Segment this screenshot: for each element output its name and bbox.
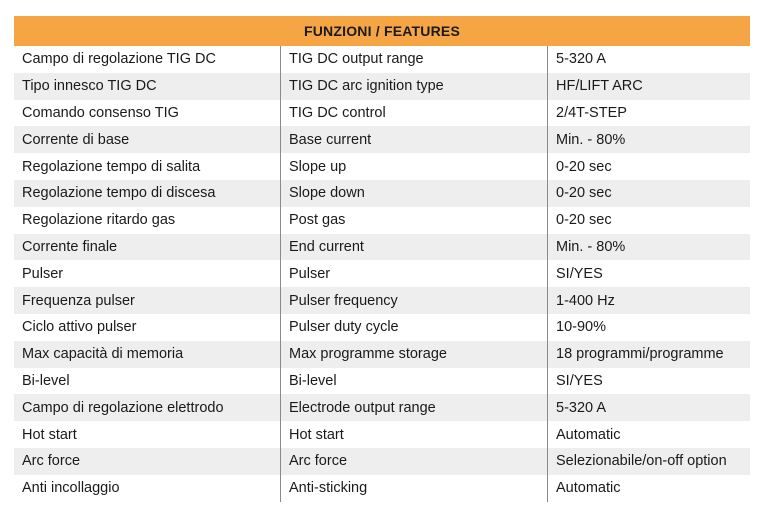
- table-row: [14, 475, 750, 502]
- italian-label-cell: Regolazione tempo di salita: [14, 153, 281, 180]
- table-row: [14, 260, 750, 287]
- features-table-body: [14, 46, 750, 502]
- value-cell: 0-20 sec: [548, 180, 751, 207]
- english-label-cell: Arc force: [281, 448, 548, 475]
- value-cell: Automatic: [548, 475, 751, 502]
- english-label-cell: Anti-sticking: [281, 475, 548, 502]
- value-cell: 18 programmi/programme: [548, 341, 751, 368]
- english-label-cell: Slope down: [281, 180, 548, 207]
- value-cell: 5-320 A: [548, 46, 751, 73]
- italian-label-cell: Max capacità di memoria: [14, 341, 281, 368]
- value-cell: Min. - 80%: [548, 126, 751, 153]
- table-row: [14, 314, 750, 341]
- italian-label-cell: Frequenza pulser: [14, 287, 281, 314]
- table-row: [14, 126, 750, 153]
- table-header-title: FUNZIONI / FEATURES: [14, 16, 750, 46]
- value-cell: 2/4T-STEP: [548, 100, 751, 127]
- english-label-cell: Post gas: [281, 207, 548, 234]
- table-row: [14, 287, 750, 314]
- italian-label-cell: Anti incollaggio: [14, 475, 281, 502]
- value-cell: 0-20 sec: [548, 153, 751, 180]
- table-row: [14, 207, 750, 234]
- table-row: [14, 100, 750, 127]
- value-cell: HF/LIFT ARC: [548, 73, 751, 100]
- features-table-container: [14, 16, 750, 502]
- italian-label-cell: Corrente finale: [14, 234, 281, 261]
- italian-label-cell: Ciclo attivo pulser: [14, 314, 281, 341]
- italian-label-cell: Comando consenso TIG: [14, 100, 281, 127]
- english-label-cell: Hot start: [281, 421, 548, 448]
- table-row: [14, 153, 750, 180]
- italian-label-cell: Arc force: [14, 448, 281, 475]
- italian-label-cell: Campo di regolazione elettrodo: [14, 394, 281, 421]
- english-label-cell: Electrode output range: [281, 394, 548, 421]
- english-label-cell: TIG DC control: [281, 100, 548, 127]
- value-cell: 10-90%: [548, 314, 751, 341]
- english-label-cell: TIG DC arc ignition type: [281, 73, 548, 100]
- english-label-cell: TIG DC output range: [281, 46, 548, 73]
- value-cell: SI/YES: [548, 260, 751, 287]
- italian-label-cell: Pulser: [14, 260, 281, 287]
- italian-label-cell: Bi-level: [14, 368, 281, 395]
- value-cell: Automatic: [548, 421, 751, 448]
- english-label-cell: Max programme storage: [281, 341, 548, 368]
- table-row: [14, 73, 750, 100]
- features-table: [14, 46, 750, 502]
- english-label-cell: Pulser: [281, 260, 548, 287]
- italian-label-cell: Regolazione ritardo gas: [14, 207, 281, 234]
- italian-label-cell: Corrente di base: [14, 126, 281, 153]
- italian-label-cell: Hot start: [14, 421, 281, 448]
- english-label-cell: Pulser duty cycle: [281, 314, 548, 341]
- english-label-cell: Bi-level: [281, 368, 548, 395]
- value-cell: Selezionabile/on-off option: [548, 448, 751, 475]
- value-cell: 5-320 A: [548, 394, 751, 421]
- value-cell: 0-20 sec: [548, 207, 751, 234]
- english-label-cell: Pulser frequency: [281, 287, 548, 314]
- italian-label-cell: Tipo innesco TIG DC: [14, 73, 281, 100]
- table-row: [14, 448, 750, 475]
- table-row: [14, 368, 750, 395]
- value-cell: 1-400 Hz: [548, 287, 751, 314]
- table-row: [14, 180, 750, 207]
- english-label-cell: Slope up: [281, 153, 548, 180]
- english-label-cell: End current: [281, 234, 548, 261]
- value-cell: SI/YES: [548, 368, 751, 395]
- english-label-cell: Base current: [281, 126, 548, 153]
- italian-label-cell: Campo di regolazione TIG DC: [14, 46, 281, 73]
- table-row: [14, 421, 750, 448]
- table-row: [14, 46, 750, 73]
- table-row: [14, 341, 750, 368]
- value-cell: Min. - 80%: [548, 234, 751, 261]
- italian-label-cell: Regolazione tempo di discesa: [14, 180, 281, 207]
- table-row: [14, 234, 750, 261]
- table-row: [14, 394, 750, 421]
